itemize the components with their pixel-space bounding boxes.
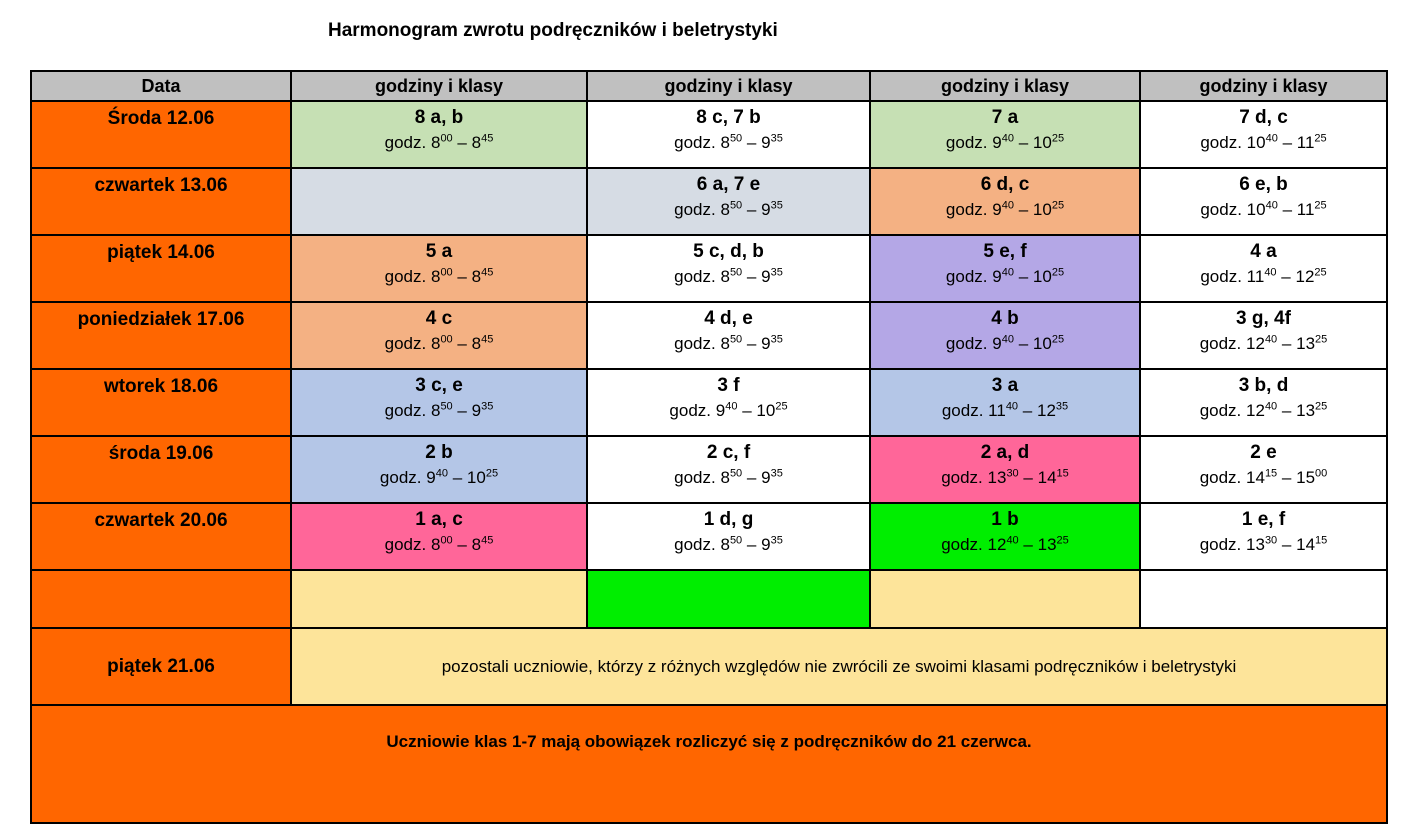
slot-cell [587, 503, 870, 570]
blank-row [31, 570, 1387, 628]
hours-range [871, 468, 1139, 488]
start-hour: 8 [720, 133, 730, 152]
header-hours-classes: godziny i klasy [587, 71, 870, 101]
end-minutes: 25 [1314, 132, 1327, 145]
dash: – [457, 334, 467, 353]
start-hour: 8 [720, 334, 730, 353]
class-list: 4 c [425, 308, 453, 329]
end-minutes: 35 [770, 266, 783, 279]
start-hour: 8 [430, 535, 441, 554]
schedule-table [30, 70, 1388, 824]
end-minutes: 25 [1314, 199, 1327, 212]
hours-prefix: godz. [945, 267, 988, 286]
end-hour: 15 [1296, 468, 1316, 487]
start-hour: 8 [720, 267, 730, 286]
date-cell: Środa 12.06 [31, 101, 291, 168]
slot-cell [587, 168, 870, 235]
slot-cell [870, 503, 1140, 570]
start-minutes: 50 [729, 266, 743, 279]
hours-prefix: godz. [384, 267, 427, 286]
start-minutes: 00 [440, 534, 453, 547]
end-hour: 9 [761, 133, 771, 152]
hours-range [588, 468, 869, 488]
start-minutes: 50 [729, 534, 743, 547]
class-list: 4 d, e [704, 308, 753, 329]
hours-prefix: godz. [941, 468, 983, 487]
start-minutes: 30 [1006, 467, 1019, 480]
hours-range [1141, 200, 1386, 220]
class-list: 5 e, f [983, 241, 1027, 262]
dash: – [1282, 200, 1293, 219]
start-minutes: 40 [1001, 333, 1014, 346]
start-minutes: 40 [1265, 199, 1278, 212]
dash: – [457, 133, 467, 152]
end-hour: 10 [1032, 334, 1052, 353]
dash: – [1281, 267, 1291, 286]
hours-range [292, 334, 586, 354]
class-list: 7 a [991, 107, 1019, 128]
end-minutes: 25 [1051, 199, 1065, 212]
dash: – [1281, 468, 1292, 487]
slot-cell [870, 302, 1140, 369]
hours-prefix: godz. [941, 401, 984, 420]
schedule-body [31, 71, 1387, 823]
hours-range [1141, 535, 1386, 555]
end-minutes: 35 [1055, 400, 1069, 413]
end-minutes: 35 [770, 333, 783, 346]
hours-prefix: godz. [1199, 535, 1242, 554]
start-hour: 8 [720, 468, 730, 487]
hours-range [871, 401, 1139, 421]
remaining-students-row [31, 628, 1387, 705]
start-hour: 9 [426, 468, 436, 487]
slot-cell [1140, 168, 1387, 235]
end-hour: 8 [471, 535, 482, 554]
schedule-row [31, 101, 1387, 168]
slot-cell [870, 369, 1140, 436]
end-minutes: 25 [1051, 132, 1065, 145]
footer-notice: Uczniowie klas 1-7 mają obowiązek rozliczyć się z podręczników do 21 czerwca. [31, 705, 1387, 823]
dash: – [1281, 401, 1292, 420]
end-minutes: 25 [1051, 333, 1065, 346]
end-hour: 10 [1032, 133, 1052, 152]
dash: – [1018, 133, 1029, 152]
hours-prefix: godz. [945, 334, 988, 353]
slot-cell [587, 101, 870, 168]
header-hours-classes: godziny i klasy [1140, 71, 1387, 101]
hours-range [292, 535, 586, 555]
schedule-row [31, 436, 1387, 503]
class-list: 8 a, b [414, 107, 464, 128]
start-hour: 9 [992, 334, 1002, 353]
class-list: 6 a, 7 e [696, 174, 761, 195]
start-minutes: 00 [440, 333, 453, 346]
start-minutes: 40 [1006, 534, 1019, 547]
dash: – [452, 468, 463, 487]
header-date: Data [31, 71, 291, 101]
end-minutes: 35 [770, 467, 783, 480]
start-hour: 9 [992, 267, 1002, 286]
schedule-row [31, 168, 1387, 235]
slot-cell [291, 436, 587, 503]
hours-range [1141, 267, 1386, 287]
class-list: 4 b [991, 308, 1019, 329]
hours-prefix: godz. [384, 334, 427, 353]
hours-prefix: godz. [945, 133, 988, 152]
start-minutes: 40 [1265, 132, 1278, 145]
end-hour: 9 [761, 200, 771, 219]
hours-range [871, 267, 1139, 287]
dash: – [1281, 334, 1292, 353]
schedule-row [31, 235, 1387, 302]
start-hour: 10 [1246, 200, 1266, 219]
hours-range [1141, 401, 1386, 421]
end-hour: 9 [761, 468, 771, 487]
date-cell [31, 570, 291, 628]
slot-cell [291, 570, 587, 628]
start-minutes: 40 [725, 400, 738, 413]
schedule-row [31, 369, 1387, 436]
class-list: 1 a, c [415, 509, 463, 530]
hours-prefix: godz. [669, 401, 712, 420]
hours-prefix: godz. [384, 133, 427, 152]
end-minutes: 25 [1315, 400, 1328, 413]
start-hour: 10 [1246, 133, 1266, 152]
hours-prefix: godz. [1200, 133, 1242, 152]
date-cell: piątek 21.06 [31, 628, 291, 705]
hours-prefix: godz. [1199, 401, 1242, 420]
hours-prefix: godz. [941, 535, 983, 554]
dash: – [746, 133, 757, 152]
end-minutes: 45 [481, 534, 494, 547]
hours-prefix: godz. [945, 200, 988, 219]
slot-cell [870, 101, 1140, 168]
slot-cell [291, 369, 587, 436]
end-hour: 13 [1296, 401, 1316, 420]
schedule-row [31, 503, 1387, 570]
hours-prefix: godz. [674, 267, 716, 286]
end-hour: 13 [1037, 535, 1057, 554]
end-hour: 10 [1032, 200, 1052, 219]
end-minutes: 45 [481, 266, 494, 279]
header-hours-classes: godziny i klasy [291, 71, 587, 101]
dash: – [746, 200, 757, 219]
class-list: 2 b [425, 442, 453, 463]
hours-prefix: godz. [1200, 267, 1242, 286]
hours-range [588, 200, 869, 220]
class-list: 3 f [717, 375, 740, 396]
start-hour: 9 [992, 133, 1002, 152]
slot-cell [1140, 436, 1387, 503]
end-hour: 14 [1296, 535, 1316, 554]
start-hour: 8 [430, 334, 441, 353]
slot-cell [291, 235, 587, 302]
dash: – [746, 468, 757, 487]
slot-cell [587, 436, 870, 503]
class-list: 3 b, d [1238, 375, 1289, 396]
slot-cell [870, 570, 1140, 628]
class-list: 2 a, d [980, 442, 1030, 463]
start-hour: 9 [992, 200, 1002, 219]
start-minutes: 40 [1264, 333, 1278, 346]
class-list: 1 d, g [703, 509, 754, 530]
start-minutes: 00 [440, 266, 453, 279]
hours-prefix: godz. [674, 468, 716, 487]
start-minutes: 50 [729, 199, 743, 212]
start-hour: 14 [1246, 468, 1265, 487]
end-minutes: 35 [770, 199, 783, 212]
end-minutes: 00 [1315, 467, 1328, 480]
slot-cell [1140, 503, 1387, 570]
end-minutes: 25 [775, 400, 788, 413]
hours-range [588, 267, 869, 287]
class-list: 2 e [1250, 442, 1277, 463]
date-cell: piątek 14.06 [31, 235, 291, 302]
dash: – [1023, 468, 1033, 487]
slot-cell [587, 235, 870, 302]
class-list: 5 a [425, 241, 453, 262]
schedule-row [31, 302, 1387, 369]
end-minutes: 15 [1056, 467, 1069, 480]
start-hour: 12 [1246, 401, 1265, 420]
slot-cell [870, 235, 1140, 302]
hours-range [588, 334, 869, 354]
class-list: 1 e, f [1241, 509, 1286, 530]
start-hour: 8 [430, 133, 441, 152]
slot-cell [587, 570, 870, 628]
end-hour: 10 [756, 401, 776, 420]
slot-cell [1140, 235, 1387, 302]
end-minutes: 25 [1051, 266, 1065, 279]
end-minutes: 35 [770, 534, 783, 547]
start-hour: 8 [430, 401, 441, 420]
end-minutes: 25 [485, 467, 499, 480]
end-minutes: 15 [1315, 534, 1328, 547]
footer-row [31, 705, 1387, 823]
hours-range [871, 200, 1139, 220]
start-hour: 12 [987, 535, 1007, 554]
start-hour: 8 [720, 535, 730, 554]
date-cell: czwartek 13.06 [31, 168, 291, 235]
start-hour: 13 [1246, 535, 1265, 554]
dash: – [1018, 267, 1029, 286]
end-hour: 8 [471, 334, 482, 353]
hours-prefix: godz. [674, 133, 716, 152]
end-minutes: 25 [1314, 266, 1327, 279]
date-cell: środa 19.06 [31, 436, 291, 503]
start-minutes: 30 [1264, 534, 1278, 547]
start-minutes: 40 [1264, 400, 1278, 413]
start-minutes: 50 [729, 132, 743, 145]
end-hour: 14 [1037, 468, 1057, 487]
end-hour: 12 [1295, 267, 1315, 286]
hours-prefix: godz. [674, 334, 716, 353]
end-hour: 13 [1296, 334, 1316, 353]
slot-cell [1140, 570, 1387, 628]
start-minutes: 40 [1001, 132, 1014, 145]
hours-prefix: godz. [384, 401, 427, 420]
start-hour: 9 [715, 401, 726, 420]
remaining-students-note: pozostali uczniowie, którzy z różnych względów nie zwrócili ze swoimi klasami podręczników i beletrystyki [291, 628, 1387, 705]
slot-cell [291, 503, 587, 570]
slot-cell [291, 101, 587, 168]
dash: – [1018, 200, 1029, 219]
class-list: 6 e, b [1239, 174, 1288, 195]
end-minutes: 35 [770, 132, 783, 145]
hours-range [1141, 133, 1386, 153]
hours-range [292, 401, 586, 421]
end-minutes: 35 [481, 400, 494, 413]
slot-cell [1140, 369, 1387, 436]
dash: – [746, 267, 757, 286]
start-minutes: 50 [440, 400, 453, 413]
end-minutes: 25 [1315, 333, 1328, 346]
slot-cell [291, 302, 587, 369]
class-list: 3 c, e [415, 375, 463, 396]
end-hour: 11 [1296, 133, 1315, 152]
date-cell: poniedziałek 17.06 [31, 302, 291, 369]
end-hour: 9 [471, 401, 482, 420]
hours-range [292, 267, 586, 287]
class-list: 4 a [1250, 241, 1277, 262]
start-minutes: 50 [729, 333, 743, 346]
start-minutes: 40 [1005, 400, 1019, 413]
end-hour: 9 [761, 267, 771, 286]
start-minutes: 40 [1264, 266, 1277, 279]
slot-cell [870, 168, 1140, 235]
slot-cell [1140, 302, 1387, 369]
page-title: Harmonogram zwrotu podręczników i beletrystyki [328, 20, 778, 41]
hours-prefix: godz. [674, 200, 716, 219]
dash: – [457, 401, 467, 420]
hours-prefix: godz. [1200, 200, 1242, 219]
slot-cell [587, 302, 870, 369]
class-list: 3 g, 4f [1236, 308, 1291, 329]
start-hour: 8 [430, 267, 441, 286]
dash: – [1281, 535, 1292, 554]
slot-cell [291, 168, 587, 235]
dash: – [1023, 535, 1033, 554]
hours-prefix: godz. [674, 535, 716, 554]
start-hour: 11 [1246, 267, 1265, 286]
dash: – [1282, 133, 1293, 152]
slot-cell [587, 369, 870, 436]
end-minutes: 45 [481, 333, 494, 346]
class-list: 6 d, c [980, 174, 1030, 195]
dash: – [1018, 334, 1029, 353]
class-list: 3 a [991, 375, 1019, 396]
end-minutes: 25 [1056, 534, 1069, 547]
start-hour: 12 [1246, 334, 1265, 353]
start-minutes: 40 [1001, 266, 1014, 279]
end-minutes: 45 [481, 132, 494, 145]
dash: – [1022, 401, 1033, 420]
start-minutes: 40 [1001, 199, 1014, 212]
end-hour: 8 [471, 133, 482, 152]
hours-range [588, 401, 869, 421]
start-minutes: 15 [1264, 467, 1278, 480]
slot-cell [870, 436, 1140, 503]
dash: – [457, 267, 467, 286]
dash: – [746, 334, 757, 353]
dash: – [742, 401, 752, 420]
end-hour: 12 [1037, 401, 1056, 420]
hours-range [588, 133, 869, 153]
date-cell: wtorek 18.06 [31, 369, 291, 436]
hours-range [871, 133, 1139, 153]
start-hour: 13 [987, 468, 1007, 487]
class-list: 2 c, f [706, 442, 751, 463]
start-hour: 11 [988, 401, 1006, 420]
class-list: 1 b [991, 509, 1019, 530]
dash: – [457, 535, 467, 554]
dash: – [746, 535, 757, 554]
class-list: 8 c, 7 b [696, 107, 761, 128]
header-hours-classes: godziny i klasy [870, 71, 1140, 101]
hours-range [292, 133, 586, 153]
end-hour: 10 [1032, 267, 1052, 286]
date-cell: czwartek 20.06 [31, 503, 291, 570]
hours-prefix: godz. [1199, 468, 1242, 487]
end-hour: 9 [761, 334, 771, 353]
hours-range [1141, 334, 1386, 354]
start-minutes: 50 [729, 467, 743, 480]
end-hour: 8 [471, 267, 482, 286]
start-minutes: 00 [440, 132, 453, 145]
hours-range [1141, 468, 1386, 488]
start-hour: 8 [720, 200, 730, 219]
header-row [31, 71, 1387, 101]
hours-range [871, 334, 1139, 354]
end-hour: 11 [1296, 200, 1315, 219]
hours-range [292, 468, 586, 488]
end-hour: 9 [761, 535, 771, 554]
hours-prefix: godz. [379, 468, 422, 487]
hours-prefix: godz. [384, 535, 427, 554]
start-minutes: 40 [435, 467, 448, 480]
hours-range [871, 535, 1139, 555]
slot-cell [1140, 101, 1387, 168]
end-hour: 10 [466, 468, 486, 487]
hours-prefix: godz. [1199, 334, 1242, 353]
class-list: 5 c, d, b [693, 241, 764, 262]
class-list: 7 d, c [1239, 107, 1288, 128]
hours-range [588, 535, 869, 555]
